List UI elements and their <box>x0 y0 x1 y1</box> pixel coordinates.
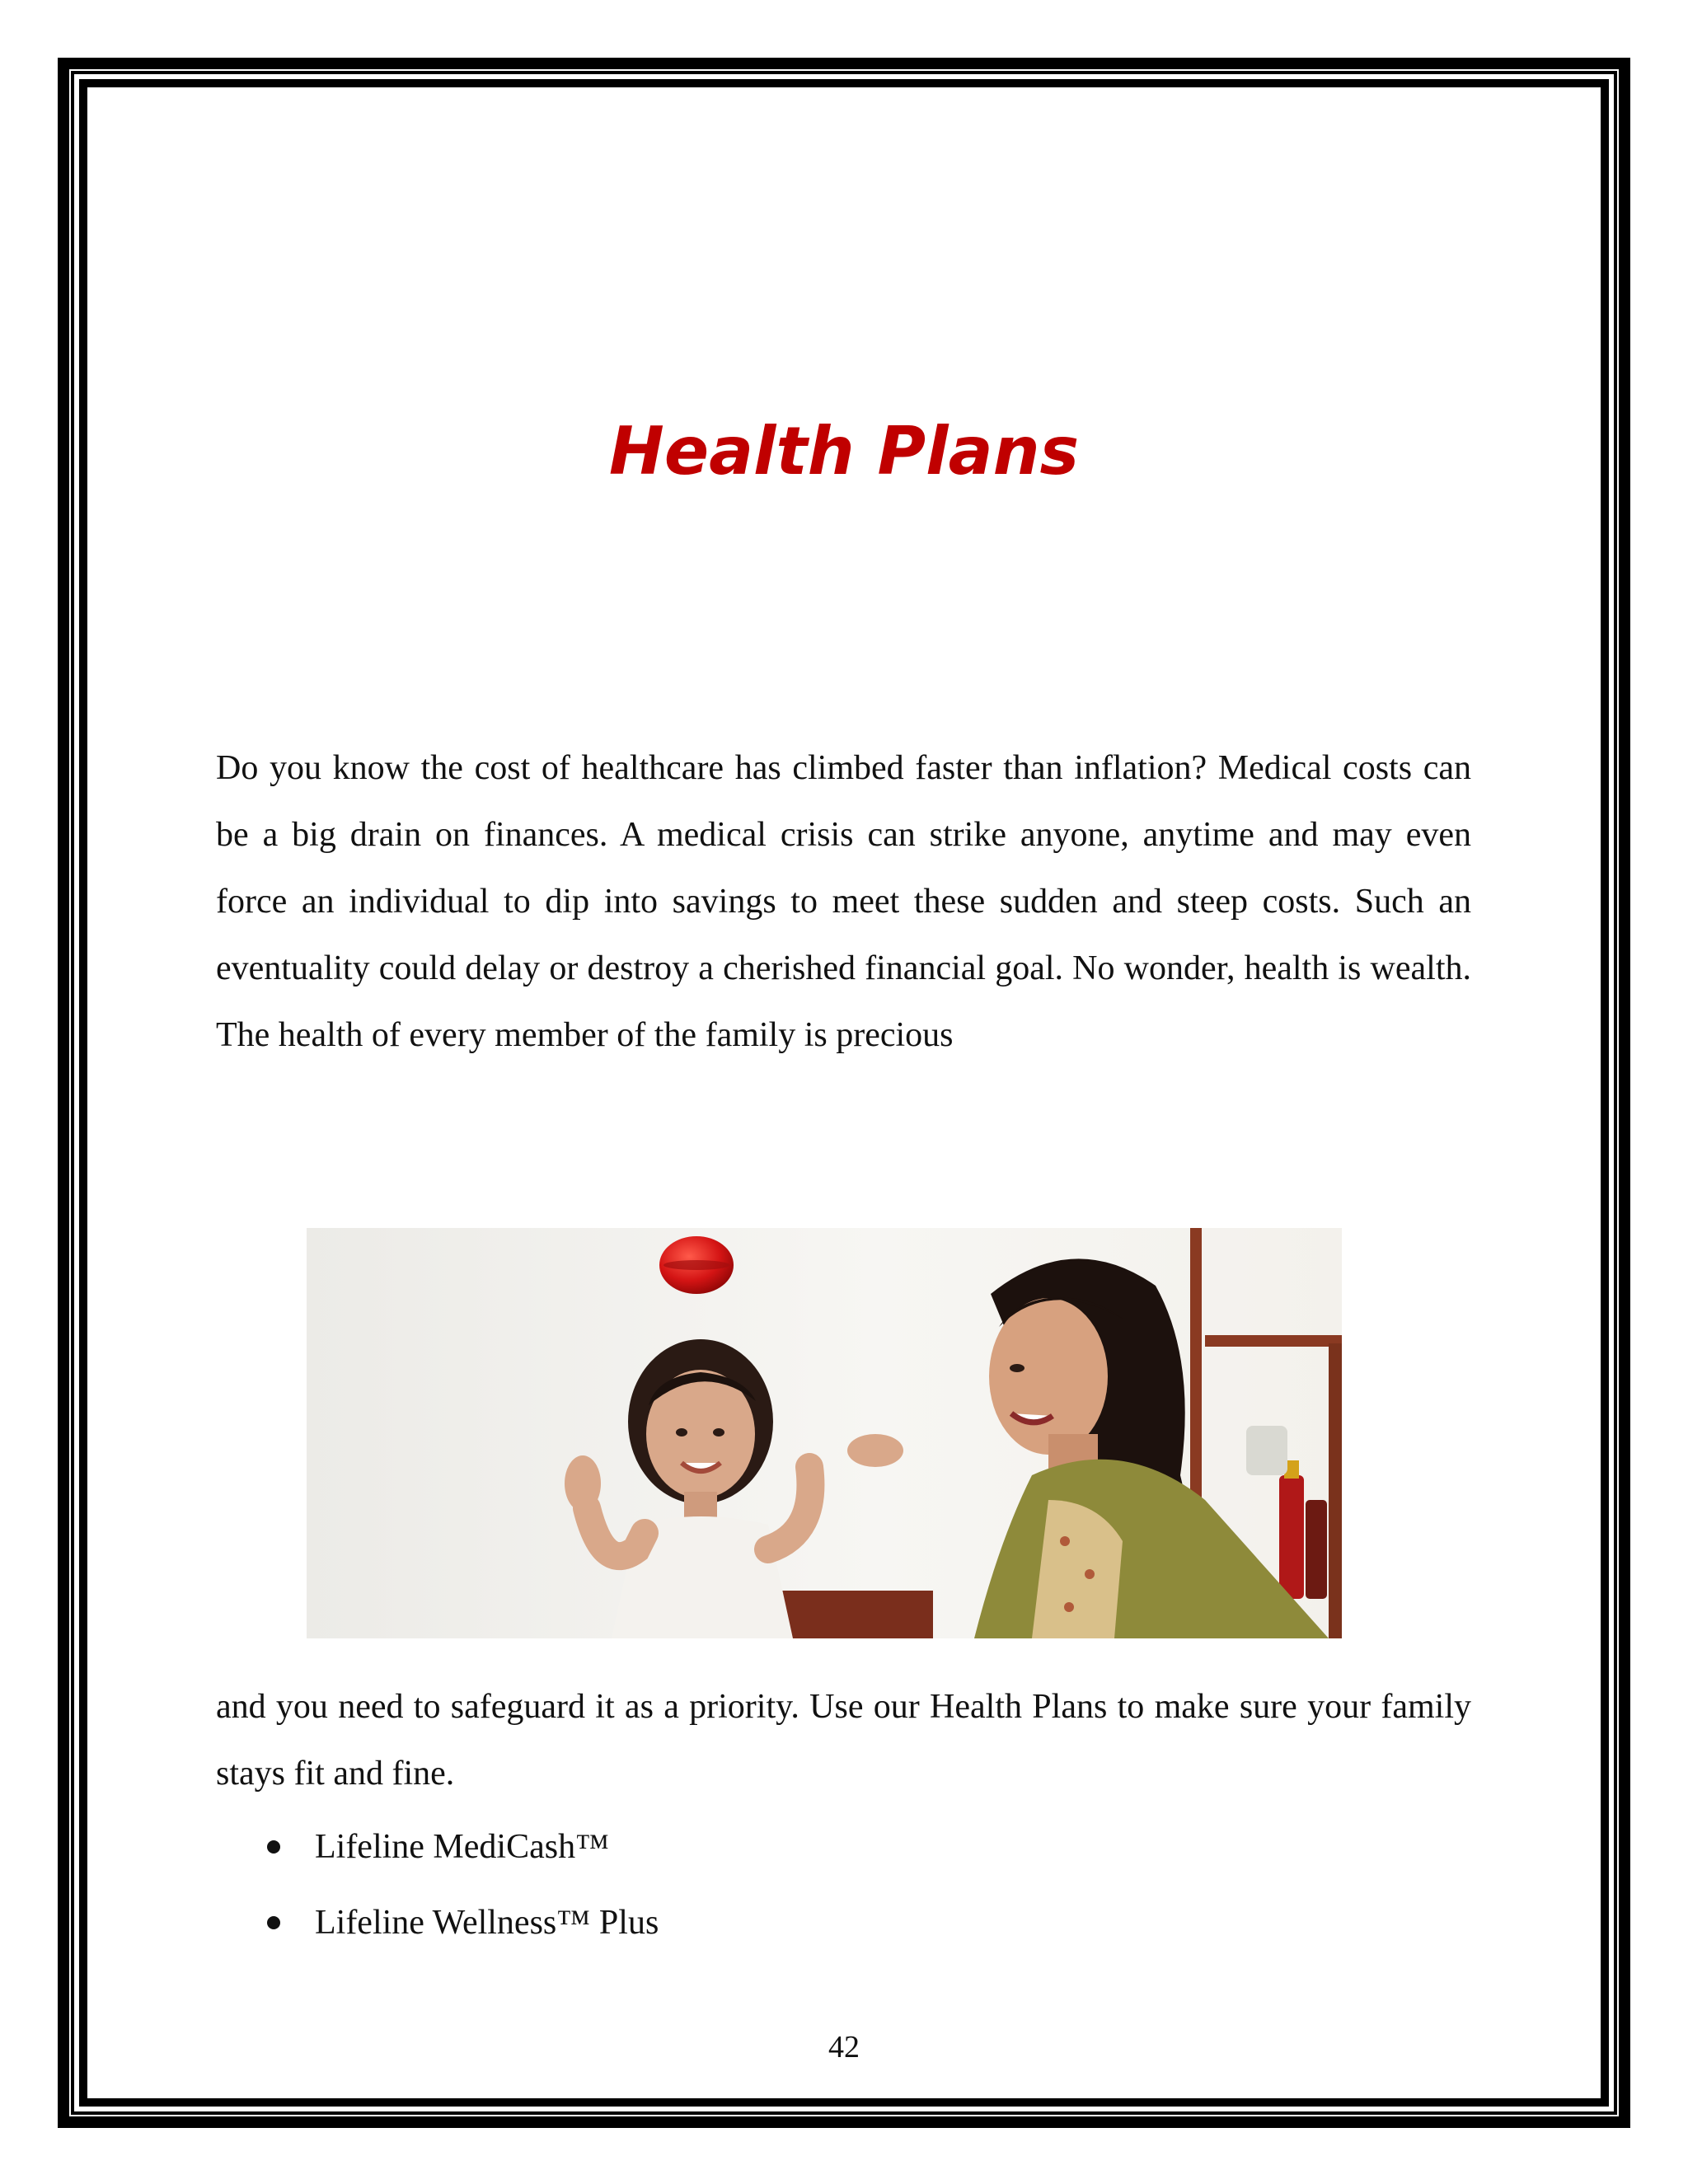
bullet-icon <box>267 1916 280 1929</box>
intro-paragraph: Do you know the cost of healthcare has climbed faster than inflation? Medical costs can be a big drain on finances. A medical crisis can strike anyone, anytime and may even force an individual to dip into savings to meet these sudden and steep costs. Such an eventuality could delay or destroy a cherished financial goal. No wonder, health is wealth. The health of every member of the family is precious <box>216 749 1471 1054</box>
list-item <box>216 1886 659 1962</box>
bullet-icon <box>267 1840 280 1854</box>
plan-name: Lifeline Wellness™ Plus <box>315 1904 659 1942</box>
closing-paragraph: and you need to safeguard it as a priority. Use our Health Plans to make sure your family stays fit and fine. <box>216 1688 1471 1793</box>
health-plans-list <box>216 1811 659 1962</box>
page-title: Health Plans <box>608 413 1080 490</box>
page-number: 42 <box>828 2030 860 2064</box>
mother-daughter-photo <box>307 1228 1342 1638</box>
list-item <box>216 1811 659 1886</box>
plan-name: Lifeline MediCash™ <box>315 1828 610 1866</box>
